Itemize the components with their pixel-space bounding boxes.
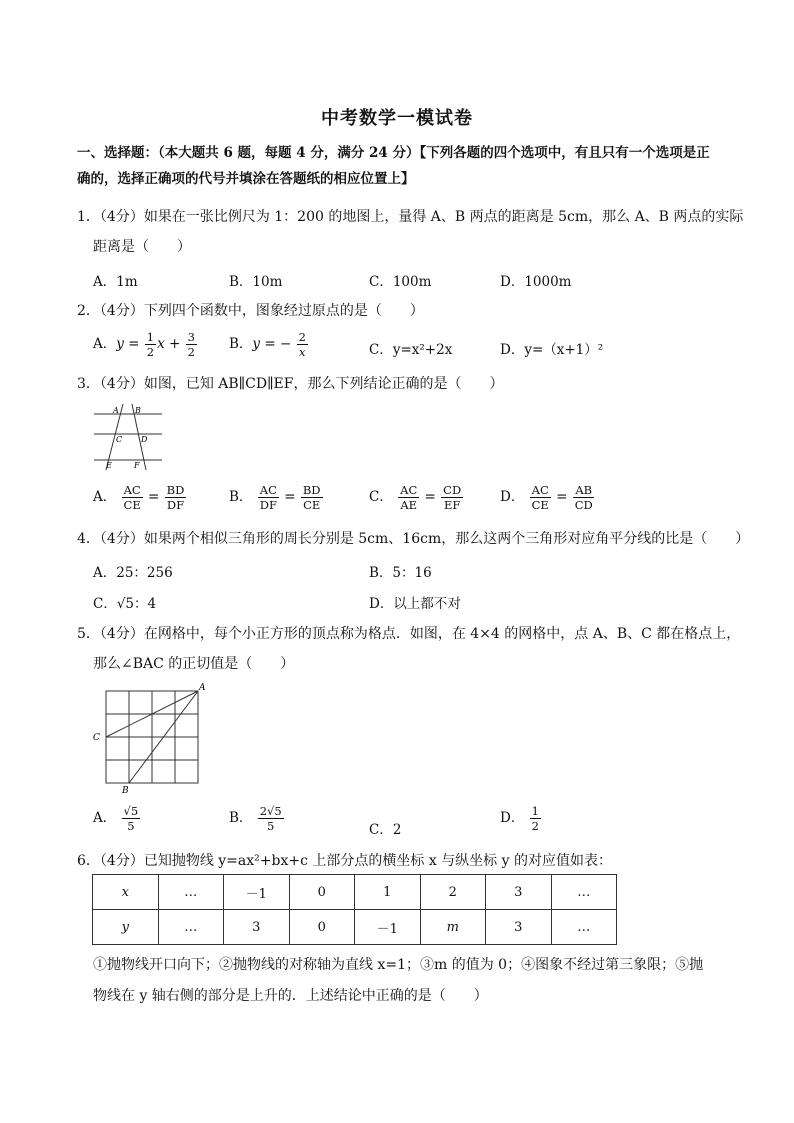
question-4-text: 4．（4分）如果两个相似三角形的周长分别是 5cm、16cm，那么这两个三角形对应角平分线的比是（ ）: [77, 531, 750, 547]
q1-option-a[interactable]: A．1m: [93, 274, 138, 290]
table-row: [93, 875, 617, 910]
question-1-text: 1．（4分）如果在一张比例尺为 1：200 的地图上，量得 A、B 两点的距离是 5cm，那么 A、B 两点的实际: [77, 209, 744, 225]
question-6-statements-cont: 物线在 y 轴右侧的部分是上升的．上述结论中正确的是（ ）: [93, 988, 488, 1004]
table-cell: 1: [355, 875, 421, 910]
parallel-lines-figure: [92, 402, 164, 472]
q3-option-d[interactable]: D． $\frac{AC}{CE}$ = $\frac{AB}{CD}$: [500, 483, 593, 512]
q2-option-a-prefix: A．: [93, 336, 117, 352]
question-5-text-cont: 那么∠BAC 的正切值是（ ）: [93, 656, 295, 672]
table-cell: 3: [486, 875, 552, 910]
table-cell: …: [551, 875, 617, 910]
q5-option-a[interactable]: A． $\frac{√5}{5}$: [93, 804, 139, 833]
table-row: [93, 910, 617, 945]
question-3-text: 3．（4分）如图，已知 AB∥CD∥EF，那么下列结论正确的是（ ）: [77, 376, 504, 392]
q1-option-c[interactable]: C．100m: [369, 274, 432, 290]
q3-option-a[interactable]: A． $\frac{AC}{CE}$ = $\frac{BD}{DF}$: [93, 483, 185, 512]
svg-text:E: E: [106, 461, 112, 470]
table-cell: …: [158, 910, 224, 945]
table-cell: y: [93, 910, 159, 945]
table-cell: 0: [289, 875, 355, 910]
table-cell: m: [420, 910, 486, 945]
question-5-text: 5．（4分）在网格中，每个小正方形的顶点称为格点．如图，在 4×4 的网格中，点 A、B、C 都在格点上，: [77, 626, 741, 642]
table-cell: 2: [420, 875, 486, 910]
question-1-text-cont: 距离是（ ）: [93, 239, 191, 255]
section-heading: 一、选择题：（本大题共 6 题，每题 4 分，满分 24 分）【下列各题的四个选项中，有且只有一个选项是正确的，选择正确项的代号并填涂在答题纸的相应位置上】: [77, 145, 710, 187]
svg-text:B: B: [122, 786, 129, 796]
svg-text:F: F: [134, 461, 140, 470]
table-cell: 3: [486, 910, 552, 945]
table-cell: －1: [355, 910, 421, 945]
svg-text:A: A: [113, 406, 119, 415]
fraction: $\frac{1}{2}$: [146, 330, 155, 359]
q4-option-d[interactable]: D．以上都不对: [369, 596, 461, 612]
q4-option-b[interactable]: B．5：16: [369, 565, 432, 581]
svg-text:A: A: [199, 683, 206, 693]
q1-option-d[interactable]: D．1000m: [500, 274, 572, 290]
q1-option-b[interactable]: B．10m: [229, 274, 283, 290]
table-cell: 3: [224, 910, 290, 945]
q4-option-a[interactable]: A．25：256: [93, 565, 173, 581]
table-cell: 0: [289, 910, 355, 945]
q2-option-d[interactable]: D．y=（x+1）²: [500, 342, 604, 358]
question-6-statements: ①抛物线开口向下；②抛物线的对称轴为直线 x=1；③m 的值为 0；④图象不经过第三象限；⑤抛: [93, 957, 704, 973]
table-cell: －1: [224, 875, 290, 910]
svg-text:C: C: [93, 733, 100, 743]
table-cell: …: [158, 875, 224, 910]
fraction: $\frac{2}{x}$: [298, 330, 306, 359]
question-6-text: 6．（4分）已知抛物线 y=ax²+bx+c 上部分点的横坐标 x 与纵坐标 y 的对应值如表：: [77, 853, 612, 869]
value-table: [92, 874, 617, 945]
q5-option-c[interactable]: C．2: [369, 822, 402, 838]
svg-text:C: C: [116, 435, 123, 444]
q5-option-d[interactable]: D． $\frac{1}{2}$: [500, 804, 539, 833]
svg-text:B: B: [135, 406, 141, 415]
fraction: $\frac{3}{2}$: [187, 330, 195, 359]
q2-option-c[interactable]: C．y=x²+2x: [369, 342, 453, 358]
grid-triangle-figure: [90, 680, 210, 796]
q3-option-b[interactable]: B． $\frac{AC}{DF}$ = $\frac{BD}{CE}$: [229, 483, 321, 512]
table-cell: …: [551, 910, 617, 945]
question-2-text: 2．（4分）下列四个函数中，图象经过原点的是（ ）: [77, 303, 424, 319]
q4-option-c[interactable]: C．√5：4: [93, 596, 157, 612]
table-cell: x: [93, 875, 159, 910]
q2-option-b-prefix: B．: [229, 336, 253, 352]
svg-text:D: D: [141, 435, 148, 444]
q3-option-c[interactable]: C． $\frac{AC}{AE}$ = $\frac{CD}{EF}$: [369, 483, 462, 512]
q5-option-b[interactable]: B． $\frac{2√5}{5}$: [229, 804, 282, 833]
page-title: 中考数学一模试卷: [321, 108, 473, 129]
q2-option-a[interactable]: A．y = $\frac{1}{2}$ x + $\frac{3}{2}$: [93, 330, 195, 359]
q2-option-b[interactable]: B．y = − $\frac{2}{x}$: [229, 330, 306, 359]
